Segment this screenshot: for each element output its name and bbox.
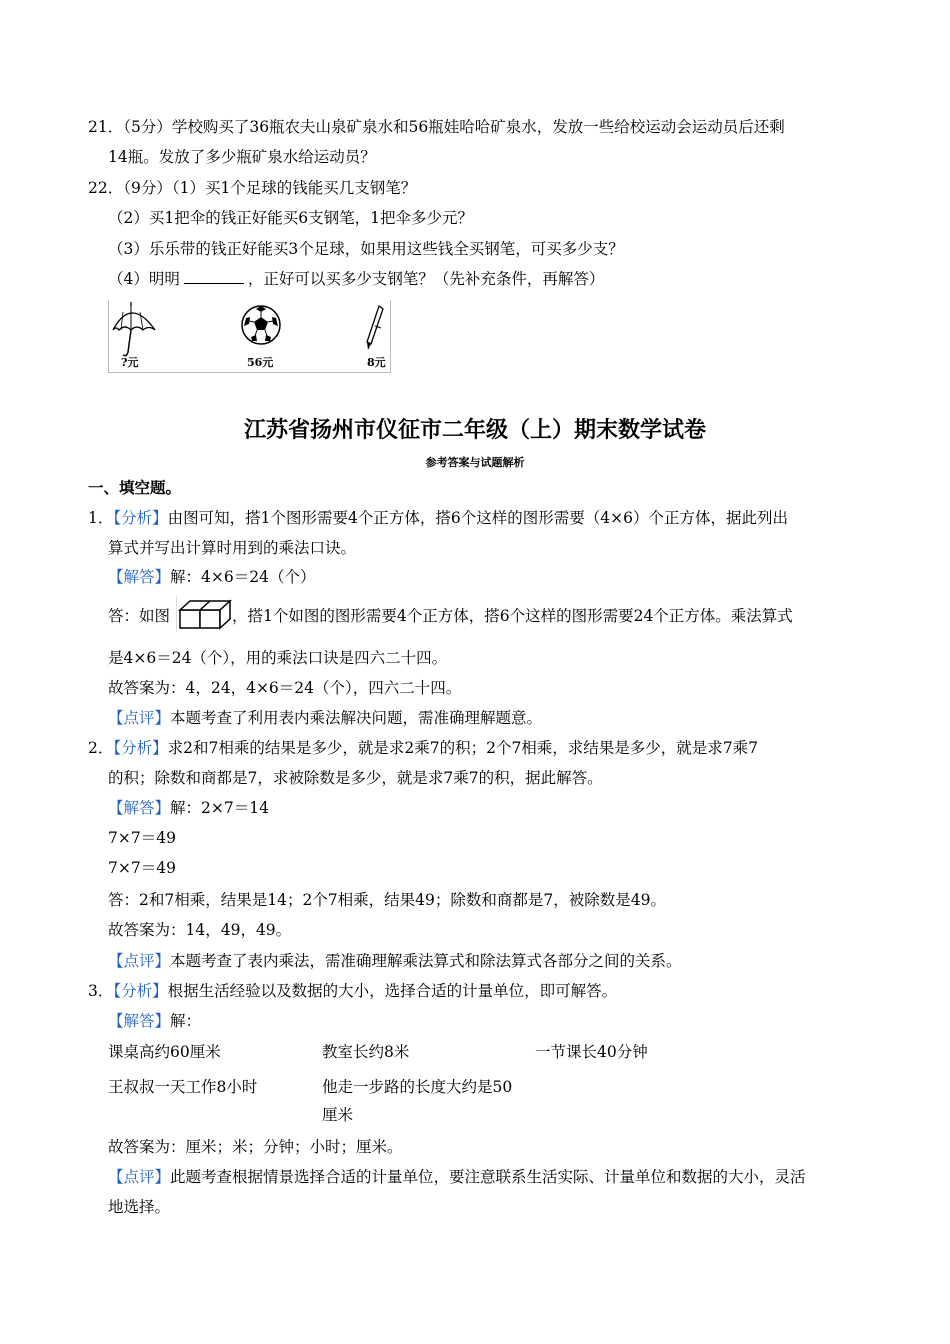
- a2-review-text: 本题考查了表内乘法，需准确理解乘法算式和除法算式各部分之间的关系。: [170, 952, 682, 970]
- football-price: 56元: [247, 356, 274, 369]
- a3-row2-cell2a: 他走一步路的长度大约是50: [322, 1078, 513, 1096]
- answer-label: 【解答】: [108, 1012, 171, 1030]
- section-heading: 一、填空题。: [88, 479, 182, 497]
- a1-number: 1．: [88, 509, 114, 527]
- a2-final: 故答案为：14，49，49。: [108, 921, 292, 939]
- a3-answer-text: 解：: [170, 1012, 202, 1030]
- answer-label: 【解答】: [108, 568, 171, 586]
- q22-line3: （3）乐乐带的钱正好能买3个足球，如果用这些钱全买钢笔，可买多少支？: [108, 240, 624, 258]
- a2-analysis-line2: 的积；除数和商都是7，求被除数是多少，就是求7乘7的积，据此解答。: [108, 769, 603, 787]
- q22-line4-pre: （4）明明: [108, 270, 180, 288]
- a2-analysis-line1: [88, 738, 758, 758]
- a1-final: 故答案为：4，24，4×6＝24（个），四六二十四。: [108, 679, 462, 697]
- a1-review-text: 本题考查了利用表内乘法解决问题，需准确理解题意。: [170, 709, 543, 727]
- q21-line2: 14瓶。发放了多少瓶矿泉水给运动员？: [108, 148, 376, 166]
- a2-number: 2．: [88, 739, 114, 757]
- a1-ans-line2: 是4×6＝24（个），用的乘法口诀是四六二十四。: [108, 649, 448, 667]
- analysis-label: 【分析】: [113, 982, 168, 1000]
- a2-ans: 答：2和7相乘，结果是14；2个7相乘，结果49；除数和商都是7，被除数是49。: [108, 891, 666, 909]
- answer-label: 【解答】: [108, 799, 171, 817]
- a1-analysis-text1: 由图可知，搭1个图形需要4个正方体，搭6个这样的图形需要（4×6）个正方体，据此列出: [167, 509, 788, 527]
- football-icon: [242, 306, 280, 344]
- umbrella-icon: [113, 302, 155, 356]
- review-label: 【点评】: [108, 1168, 171, 1186]
- a2-answer-text: 解：2×7＝14: [170, 799, 269, 817]
- analysis-label: 【分析】: [113, 739, 168, 757]
- review-label: 【点评】: [108, 709, 171, 727]
- q22-line4: [108, 269, 604, 289]
- q22-line2: （2）买1把伞的钱正好能买6支钢笔，1把伞多少元？: [108, 209, 473, 227]
- a3-row1-cell3: 一节课长40分钟: [535, 1043, 648, 1061]
- a3-review-line2: 地选择。: [108, 1198, 171, 1216]
- cubes-figure: [176, 596, 234, 632]
- a1-analysis-line2: 算式并写出计算时用到的乘法口诀。: [108, 539, 357, 557]
- a1-review-line: [108, 708, 542, 728]
- a3-review-line: [108, 1167, 806, 1187]
- a1-answer-text: 解：4×6＝24（个）: [170, 568, 316, 586]
- a3-analysis-line: [88, 981, 617, 1001]
- pen-icon: [367, 306, 383, 350]
- a2-answer-line: [108, 798, 269, 818]
- pen-price: 8元: [367, 356, 386, 369]
- analysis-label: 【分析】: [113, 509, 168, 527]
- fill-blank: [184, 269, 244, 284]
- a3-row2-cell1: 王叔叔一天工作8小时: [108, 1078, 258, 1096]
- item-picture-box: [108, 300, 391, 373]
- a3-final: 故答案为：厘米；米；分钟；小时；厘米。: [108, 1138, 403, 1156]
- a3-row1-cell2: 教室长约8米: [322, 1043, 410, 1061]
- umbrella-price: ?元: [121, 356, 139, 369]
- a2-analysis-text1: 求2和7相乘的结果是多少，就是求2乘7的积；2个7相乘，求结果是多少，就是求7乘7: [167, 739, 759, 757]
- a1-analysis-line1: [88, 508, 788, 528]
- a3-number: 3．: [88, 982, 114, 1000]
- a2-calc2: 7×7＝49: [108, 859, 176, 877]
- a1-ans-pre: 答：如图: [108, 607, 171, 625]
- a1-answer-line: [108, 567, 315, 587]
- a2-calc1: 7×7＝49: [108, 829, 176, 847]
- a1-ans-post: ，搭1个如图的图形需要4个正方体，搭6个这样的图形需要24个正方体。乘法算式: [232, 607, 793, 625]
- q21-line1: 21．（5分）学校购买了36瓶农夫山泉矿泉水和56瓶娃哈哈矿泉水，发放一些给校运动会运动员后还剩: [88, 118, 785, 136]
- a2-review-line: [108, 951, 682, 971]
- a3-analysis-text: 根据生活经验以及数据的大小，选择合适的计量单位，即可解答。: [167, 982, 618, 1000]
- q22-line4-post: ，正好可以买多少支钢笔？（先补充条件，再解答）: [247, 270, 605, 288]
- review-label: 【点评】: [108, 952, 171, 970]
- a3-row2-cell2b: 厘米: [322, 1106, 354, 1124]
- q22-line1: 22．（9分）（1）买1个足球的钱能买几支钢笔？: [88, 179, 417, 197]
- a3-row1-cell1: 课桌高约60厘米: [108, 1043, 221, 1061]
- a3-answer-line: [108, 1011, 201, 1031]
- page-title: 江苏省扬州市仪征市二年级（上）期末数学试卷: [243, 418, 706, 443]
- a3-review-text1: 此题考查根据情景选择合适的计量单位，要注意联系生活实际、计量单位和数据的大小，灵活: [170, 1168, 806, 1186]
- page-subtitle: 参考答案与试题解析: [425, 456, 525, 469]
